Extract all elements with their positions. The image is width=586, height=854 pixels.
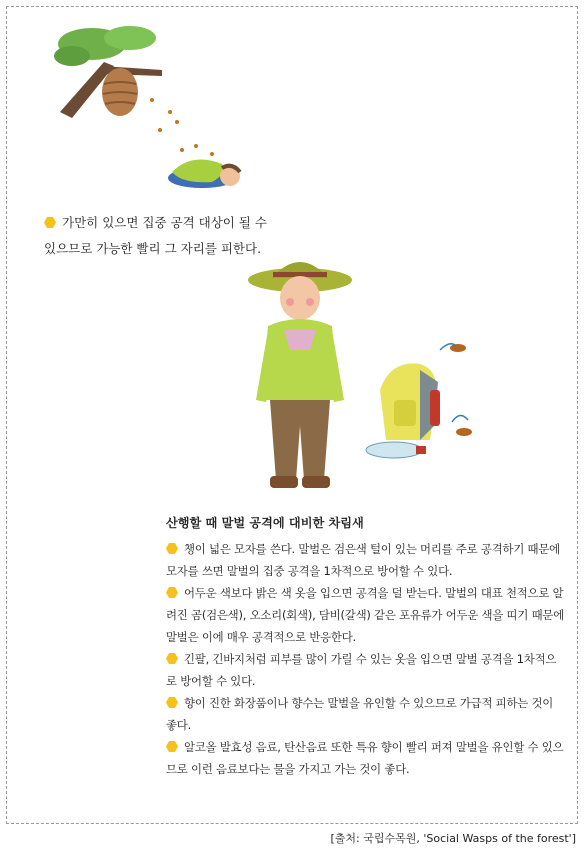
list-item: 챙이 넓은 모자를 쓴다. 말벌은 검은색 털이 있는 머리를 주로 공격하기 때문에 모자를 쓰면 말벌의 집중 공격을 1차적으로 방어할 수 있다. xyxy=(166,542,560,578)
bullet-hex-icon xyxy=(166,741,178,752)
list-item: 알코올 발효성 음료, 탄산음료 또한 특유 향이 빨리 퍼져 말벌을 유인할 수 있으므로 이런 음료보다는 물을 가지고 가는 것이 좋다. xyxy=(166,740,564,776)
note-text: 가만히 있으면 집중 공격 대상이 될 수 있으므로 가능한 빨리 그 자리를 피한다. xyxy=(44,215,267,256)
bullet-hex-icon xyxy=(166,697,178,708)
bullet-hex-icon xyxy=(166,543,178,554)
list-item: 어두운 색보다 밝은 색 옷을 입으면 공격을 덜 받는다. 말벌의 대표 천적으로 알려진 곰(검은색), 오소리(회색), 담비(갈색) 같은 포유류가 어두운 색을 띠기 때문에 말벌은 이에 매우 공격적으로 반응한다. xyxy=(166,586,564,644)
wasp-nest-illustration xyxy=(52,22,252,204)
hiker-illustration xyxy=(240,250,480,500)
source-caption: [출처: 국립수목원, 'Social Wasps of the forest'] xyxy=(330,832,576,845)
hiking-prep-section xyxy=(166,512,566,780)
bullet-hex-icon xyxy=(166,587,178,598)
bullet-hex-icon xyxy=(166,653,178,664)
list-item: 긴팔, 긴바지처럼 피부를 많이 가릴 수 있는 옷을 입으면 말벌 공격을 1차적으로 방어할 수 있다. xyxy=(166,652,557,688)
section-title: 산행할 때 말벌 공격에 대비한 차림새 xyxy=(166,516,364,530)
list-item: 향이 진한 화장품이나 향수는 말벌을 유인할 수 있으므로 가급적 피하는 것이 좋다. xyxy=(166,696,554,732)
bullet-hex-icon xyxy=(44,217,56,228)
